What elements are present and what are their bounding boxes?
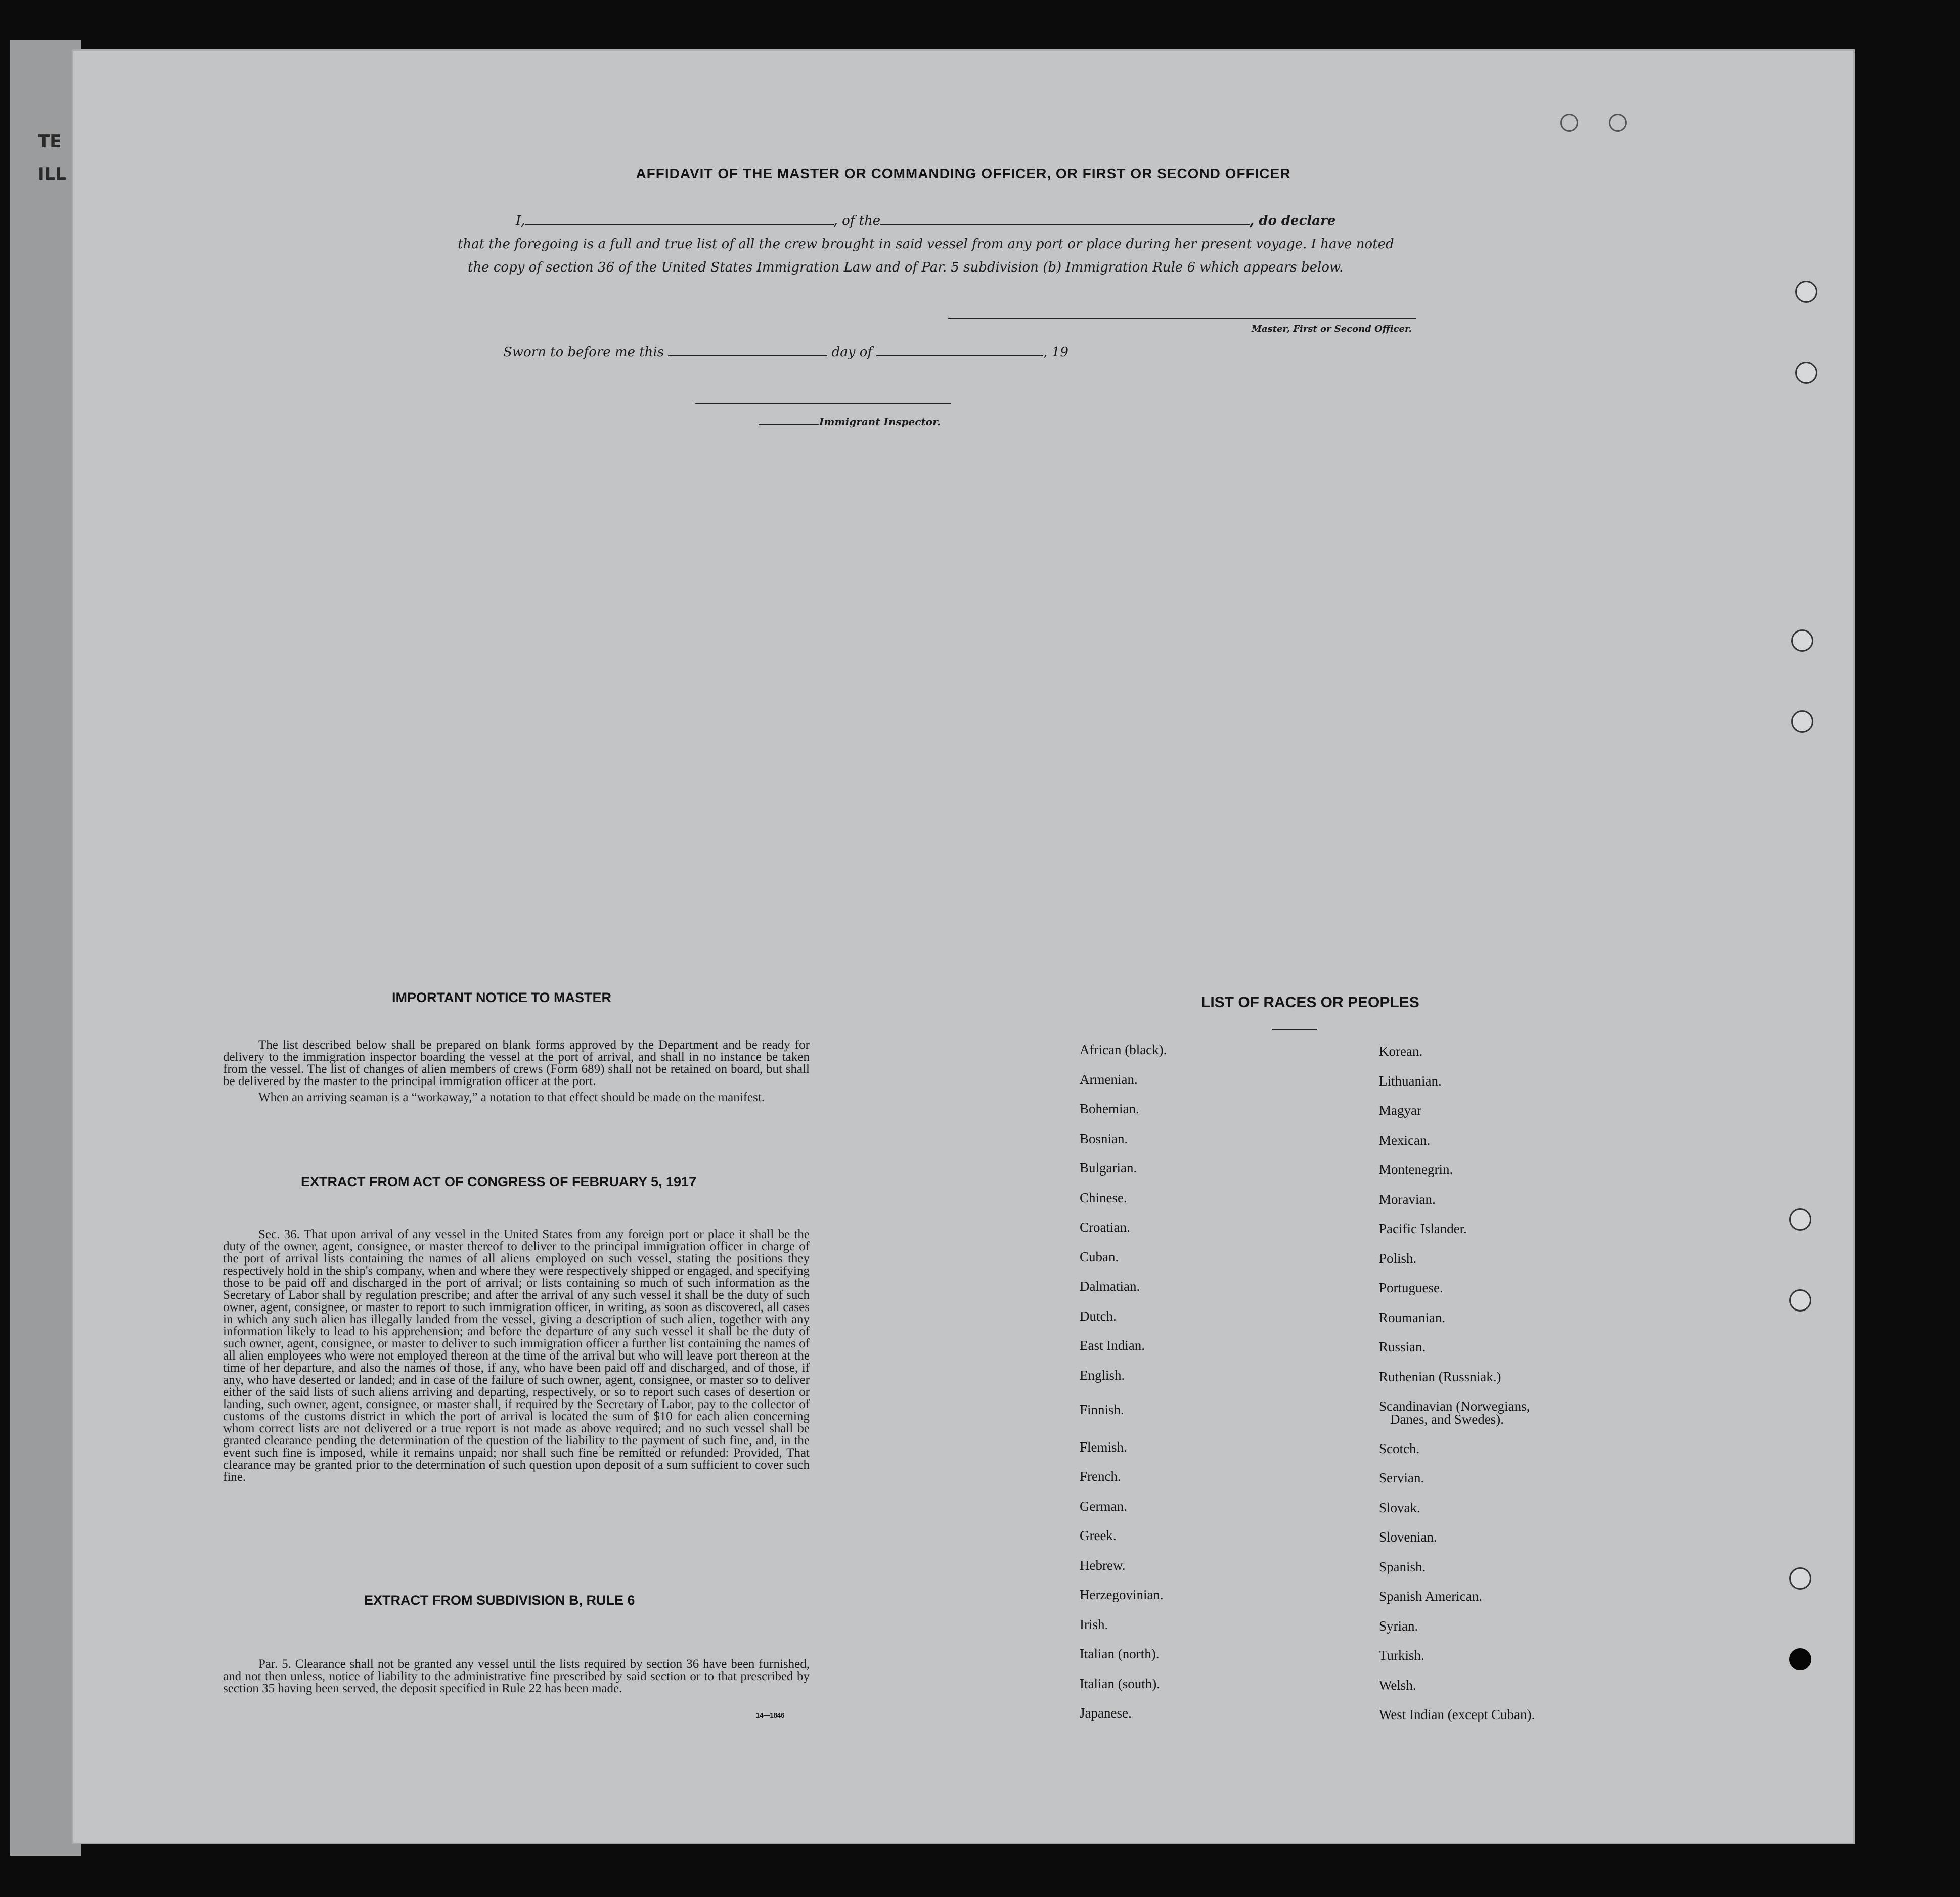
race-list-item: Scotch. [1379,1440,1420,1456]
name-blank-line [525,224,834,225]
rule-extract-title: EXTRACT FROM SUBDIVISION B, RULE 6 [364,1593,635,1608]
race-list-item: Welsh. [1379,1677,1416,1693]
previous-page-fragment: ILL [38,164,66,185]
manifest-page [73,51,1853,1843]
race-list-item: Italian (south). [1080,1676,1160,1691]
declaration-line-2: that the foregoing is a full and true list of all the crew brought in said vessel from any port or place during her present voyage. I have noted [458,237,1394,252]
race-list-item: Dutch. [1080,1308,1117,1324]
race-list-item: Flemish. [1080,1439,1127,1455]
race-list-item: German. [1080,1498,1127,1514]
race-list-item: Montenegrin. [1379,1162,1453,1177]
punch-hole [1789,1289,1811,1312]
vessel-blank-line [880,224,1250,225]
race-list-item: Korean. [1379,1044,1423,1059]
race-list-item: Moravian. [1379,1191,1436,1207]
sworn-year: , 19 [1043,345,1068,360]
sworn-prefix: Sworn to before me this [503,345,664,360]
race-list-item: Japanese. [1080,1705,1132,1721]
punch-hole [1795,362,1817,384]
race-list-item: Irish. [1080,1616,1108,1632]
race-list-item: Scandinavian (Norwegians, [1379,1398,1530,1414]
race-list-item: East Indian. [1080,1338,1145,1353]
races-title-rule [1272,1029,1317,1030]
race-list-item: Servian. [1379,1470,1424,1485]
race-list-item: Italian (north). [1080,1646,1160,1661]
race-list-item: Cuban. [1080,1249,1119,1264]
race-list-item: Turkish. [1379,1648,1424,1663]
sworn-day-blank [668,355,827,356]
declaration-of-the: , of the [833,213,881,229]
races-left-column [1080,1043,1322,1776]
act-extract-title: EXTRACT FROM ACT OF CONGRESS OF FEBRUARY 5, 1917 [301,1174,697,1189]
declaration-prefix: I, [516,213,525,229]
rule-extract-text: Par. 5. Clearance shall not be granted any vessel until the lists required by section 36 have been furnished, and not then unless, notice of liability to the administrative fine prescribed by said section or to that prescribed by section 35 having been served, the deposit specified in Rule 22 has been made. [223,1657,810,1695]
punch-hole [1791,710,1813,733]
race-list-item: Pacific Islander. [1379,1221,1467,1236]
punch-hole [1795,281,1817,303]
race-list-item: Lithuanian. [1379,1073,1442,1089]
declaration-line-3: the copy of section 36 of the United States Immigration Law and of Par. 5 subdivision (b) Immigration Rule 6 which appears below. [468,260,1344,275]
inspector-caption [759,416,941,428]
previous-page-fragment: TE [38,131,62,152]
notice-paragraph-2: When an arriving seaman is a “workaway,” a notation to that effect should be made on the manifest. [258,1091,765,1104]
race-list-item: Slovenian. [1379,1529,1437,1545]
race-list-item: Portuguese. [1379,1280,1443,1295]
race-list-item: Slovak. [1379,1500,1420,1515]
act-extract-body [223,1229,810,1483]
race-list-item: Greek. [1080,1528,1117,1543]
race-list-item: Chinese. [1080,1190,1127,1205]
notice-title: IMPORTANT NOTICE TO MASTER [392,990,611,1005]
race-list-item: Danes, and Swedes). [1390,1412,1504,1427]
form-number: 14—1846 [756,1711,785,1719]
sworn-line [503,345,1068,360]
punch-hole [1789,1567,1811,1590]
race-list-item: Ruthenian (Russniak.) [1379,1369,1501,1384]
race-list-item: African (black). [1080,1042,1167,1057]
race-list-item: Roumanian. [1379,1309,1446,1325]
race-list-item: Spanish. [1379,1559,1426,1574]
punch-hole [1789,1648,1811,1670]
race-list-item: Bosnian. [1080,1131,1128,1146]
act-extract-text: Sec. 36. That upon arrival of any vessel in the United States from any foreign port or place it shall be the duty of the owner, agent, consignee, or master thereof to deliver to the principal immigration officer in charge of the port of arrival lists containing the names of all aliens employed on such vessel, stating the positions they respectively hold in the ship's company, when and where they were respectively shipped or engaged, and specifying those to be paid off and discharged in the port of arrival; or lists containing so much of such information as the Secretary of Labor shall by regulation prescribe; and after the arrival of any such vessel it shall be the duty of such owner, agent, consignee, or master to report to such immigration officer, in writing, as soon as discovered, all cases in which any such alien has illegally landed from the vessel, giving a description of such alien, together with any information likely to lead to his apprehension; and before the departure of any such vessel it shall be the duty of such owner, agent, consignee, or master to deliver to such immigration officer a further list containing the names of all alien employees who were not employed thereon at the time of the arrival but who will leave port thereon at the time of her departure, and also the names of those, if any, who have been paid off and discharged, and of those, if any, who have deserted or landed; and in case of the failure of such owner, agent, consignee, or master so to deliver either of the said lists of such aliens arriving and departing, respectively, or so to report such cases of desertion or landing, such owner, agent, consignee, or master shall, if required by the Secretary of Labor, pay to the collector of customs of the customs district in which the port of arrival is located the sum of $10 for each alien concerning whom correct lists are not delivered or a true report is not made as above required; and no such vessel shall be granted clearance pending the determination of the question of the liability to the payment of such fine, and, in the event such fine is imposed, while it remains unpaid; nor shall such fine be remitted or refunded: Provided, That clearance may be granted prior to the determination of such question upon deposit of a sum sufficient to cover such fine. [223,1228,810,1484]
declaration-suffix: , do declare [1250,213,1336,229]
race-list-item: Polish. [1379,1250,1417,1266]
race-list-item: Magyar [1379,1103,1421,1118]
inspector-caption-text: Immigrant Inspector. [819,416,941,428]
race-list-item: Russian. [1379,1339,1426,1354]
race-list-item: Armenian. [1080,1071,1138,1087]
punch-hole [1789,1208,1811,1231]
rule-extract-body [223,1658,810,1695]
notice-paragraph-1: The list described below shall be prepared on blank forms approved by the Department and be ready for delivery to the immigration inspector boarding the vessel at the port of arrival, and shall in no instance be taken from the vessel. The list of changes of alien members of crews (Form 689) shall not be retained on board, but shall be delivered by the master to the principal immigration officer at the port. [223,1038,810,1088]
race-list-item: Syrian. [1379,1618,1418,1634]
declaration-line-1 [516,213,1335,229]
race-list-item: Spanish American. [1379,1589,1482,1604]
race-list-item: West Indian (except Cuban). [1379,1707,1535,1722]
race-list-item: English. [1080,1367,1125,1383]
race-list-item: Finnish. [1080,1402,1124,1417]
races-title: LIST OF RACES OR PEOPLES [1201,994,1419,1011]
race-list-item: Dalmatian. [1080,1279,1140,1294]
race-list-item: Herzegovinian. [1080,1587,1164,1602]
punch-mark [1609,114,1627,132]
affidavit-title: AFFIDAVIT OF THE MASTER OR COMMANDING OFFICER, OR FIRST OR SECOND OFFICER [636,166,1291,182]
race-list-item: Hebrew. [1080,1557,1126,1573]
race-list-item: Mexican. [1379,1132,1431,1148]
previous-page-strip [10,40,81,1856]
master-signature-line [948,318,1416,319]
punch-mark [1560,114,1578,132]
race-list-item: French. [1080,1469,1121,1484]
races-right-column [1379,1045,1682,1778]
sworn-day-of: day of [831,345,872,360]
inspector-signature-line [695,403,951,404]
race-list-item: Croatian. [1080,1220,1130,1235]
inspector-caption-dash [759,424,819,425]
punch-hole [1791,629,1813,652]
race-list-item: Bohemian. [1080,1101,1139,1116]
master-signature-caption: Master, First or Second Officer. [1252,324,1412,334]
sworn-month-blank [876,355,1043,356]
race-list-item: Bulgarian. [1080,1160,1137,1176]
notice-body [223,1039,810,1104]
